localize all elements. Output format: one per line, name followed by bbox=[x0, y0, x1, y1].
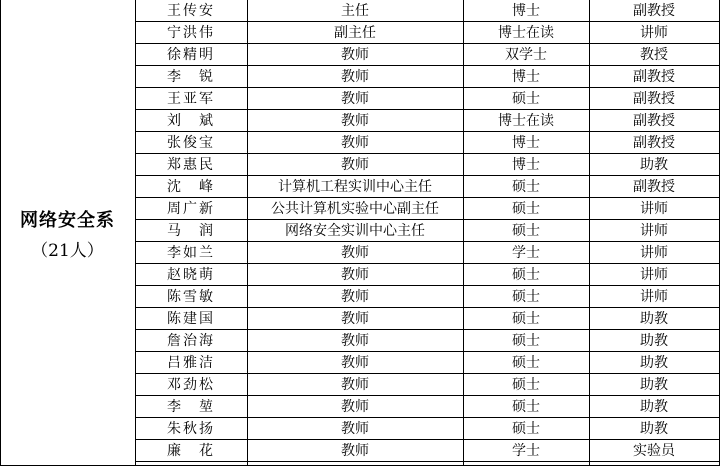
position-cell: 教师 bbox=[341, 91, 369, 107]
position-cell: 教师 bbox=[341, 245, 369, 261]
degree-cell: 学士 bbox=[512, 245, 540, 261]
position-cell: 教师 bbox=[341, 311, 369, 327]
title-cell: 助教 bbox=[640, 333, 668, 349]
staff-name-cell: 王亚军 bbox=[167, 91, 215, 107]
position-cell: 教师 bbox=[341, 377, 369, 393]
title-cell: 副教授 bbox=[633, 179, 675, 195]
table-row bbox=[0, 308, 720, 330]
table-row bbox=[0, 352, 720, 374]
table-row bbox=[0, 220, 720, 242]
table-row bbox=[0, 198, 720, 220]
row-divider bbox=[135, 65, 720, 66]
position-cell: 教师 bbox=[341, 399, 369, 415]
staff-name-cell: 朱秋扬 bbox=[167, 421, 215, 437]
degree-cell: 学士 bbox=[512, 443, 540, 459]
title-cell: 讲师 bbox=[640, 223, 668, 239]
row-divider bbox=[135, 285, 720, 286]
degree-cell: 硕士 bbox=[512, 355, 540, 371]
title-cell: 副教授 bbox=[633, 3, 675, 19]
position-cell: 教师 bbox=[341, 421, 369, 437]
staff-name-cell: 宁洪伟 bbox=[167, 25, 215, 41]
degree-cell: 博士在读 bbox=[498, 25, 554, 41]
title-cell: 副教授 bbox=[633, 69, 675, 85]
title-cell: 助教 bbox=[640, 399, 668, 415]
row-divider bbox=[135, 395, 720, 396]
degree-cell: 硕士 bbox=[512, 377, 540, 393]
row-divider bbox=[135, 439, 720, 440]
position-cell: 公共计算机实验中心副主任 bbox=[271, 201, 439, 217]
position-cell: 教师 bbox=[341, 267, 369, 283]
staff-name-cell: 徐精明 bbox=[167, 47, 215, 63]
title-cell: 助教 bbox=[640, 311, 668, 327]
table-row bbox=[0, 22, 720, 44]
position-cell: 教师 bbox=[341, 355, 369, 371]
row-divider bbox=[135, 219, 720, 220]
staff-name-cell: 马 润 bbox=[167, 223, 215, 239]
title-cell: 讲师 bbox=[640, 25, 668, 41]
table-row bbox=[0, 66, 720, 88]
degree-cell: 硕士 bbox=[512, 223, 540, 239]
position-cell: 教师 bbox=[341, 69, 369, 85]
title-cell: 讲师 bbox=[640, 289, 668, 305]
degree-cell: 博士 bbox=[512, 135, 540, 151]
table-row bbox=[0, 0, 720, 22]
table-row bbox=[0, 440, 720, 462]
position-cell: 副主任 bbox=[334, 25, 376, 41]
staff-name-cell: 詹治海 bbox=[167, 333, 215, 349]
department-name: 网络安全系 bbox=[20, 209, 115, 231]
position-cell: 教师 bbox=[341, 113, 369, 129]
staff-name-cell: 刘 斌 bbox=[167, 113, 215, 129]
degree-cell: 硕士 bbox=[512, 311, 540, 327]
staff-name-cell: 沈 峰 bbox=[167, 179, 215, 195]
column-divider bbox=[0, 0, 1, 466]
degree-cell: 硕士 bbox=[512, 267, 540, 283]
position-cell: 教师 bbox=[341, 157, 369, 173]
staff-name-cell: 李 堃 bbox=[167, 399, 215, 415]
row-divider bbox=[135, 351, 720, 352]
degree-cell: 硕士 bbox=[512, 333, 540, 349]
row-divider bbox=[135, 329, 720, 330]
row-divider bbox=[135, 263, 720, 264]
title-cell: 副教授 bbox=[633, 135, 675, 151]
table-row bbox=[0, 154, 720, 176]
degree-cell: 博士 bbox=[512, 69, 540, 85]
title-cell: 副教授 bbox=[633, 91, 675, 107]
row-divider bbox=[135, 417, 720, 418]
staff-name-cell: 廉 花 bbox=[167, 443, 215, 459]
position-cell: 网络安全实训中心主任 bbox=[285, 223, 425, 239]
degree-cell: 博士在读 bbox=[498, 113, 554, 129]
degree-cell: 硕士 bbox=[512, 421, 540, 437]
degree-cell: 硕士 bbox=[512, 91, 540, 107]
degree-cell: 双学士 bbox=[505, 47, 547, 63]
degree-cell: 硕士 bbox=[512, 179, 540, 195]
staff-name-cell: 张俊宝 bbox=[167, 135, 215, 151]
title-cell: 讲师 bbox=[640, 201, 668, 217]
table-row bbox=[0, 418, 720, 440]
degree-cell: 硕士 bbox=[512, 289, 540, 305]
row-divider bbox=[135, 373, 720, 374]
title-cell: 副教授 bbox=[633, 113, 675, 129]
row-divider bbox=[135, 109, 720, 110]
title-cell: 助教 bbox=[640, 377, 668, 393]
column-divider bbox=[247, 0, 248, 466]
title-cell: 助教 bbox=[640, 421, 668, 437]
department-count: （21人） bbox=[31, 240, 104, 261]
table-row bbox=[0, 44, 720, 66]
table-row bbox=[0, 286, 720, 308]
row-divider bbox=[135, 87, 720, 88]
staff-name-cell: 陈建国 bbox=[167, 311, 215, 327]
staff-name-cell: 郑惠民 bbox=[167, 157, 215, 173]
staff-name-cell: 邓劲松 bbox=[167, 377, 215, 393]
degree-cell: 硕士 bbox=[512, 399, 540, 415]
row-divider bbox=[135, 197, 720, 198]
degree-cell: 博士 bbox=[512, 3, 540, 19]
position-cell: 教师 bbox=[341, 135, 369, 151]
title-cell: 讲师 bbox=[640, 245, 668, 261]
position-cell: 教师 bbox=[341, 333, 369, 349]
staff-name-cell: 王传安 bbox=[167, 3, 215, 19]
position-cell: 教师 bbox=[341, 443, 369, 459]
position-cell: 主任 bbox=[341, 3, 369, 19]
title-cell: 实验员 bbox=[633, 443, 675, 459]
table-row bbox=[0, 132, 720, 154]
table-row bbox=[0, 374, 720, 396]
degree-cell: 硕士 bbox=[512, 201, 540, 217]
row-divider bbox=[135, 241, 720, 242]
staff-name-cell: 陈雪敏 bbox=[167, 289, 215, 305]
staff-name-cell: 赵晓萌 bbox=[167, 267, 215, 283]
row-divider bbox=[135, 307, 720, 308]
position-cell: 教师 bbox=[341, 289, 369, 305]
staff-name-cell: 李如兰 bbox=[167, 245, 215, 261]
table-row bbox=[0, 264, 720, 286]
row-divider bbox=[135, 131, 720, 132]
column-divider bbox=[589, 0, 590, 466]
table-row bbox=[0, 176, 720, 198]
title-cell: 助教 bbox=[640, 355, 668, 371]
position-cell: 教师 bbox=[341, 47, 369, 63]
title-cell: 助教 bbox=[640, 157, 668, 173]
table-row bbox=[0, 396, 720, 418]
row-divider bbox=[135, 153, 720, 154]
row-divider bbox=[135, 43, 720, 44]
table-row bbox=[0, 88, 720, 110]
row-divider bbox=[135, 21, 720, 22]
column-divider bbox=[135, 0, 136, 466]
title-cell: 讲师 bbox=[640, 267, 668, 283]
degree-cell: 博士 bbox=[512, 157, 540, 173]
row-divider bbox=[135, 461, 720, 462]
title-cell: 教授 bbox=[640, 47, 668, 63]
row-divider bbox=[135, 175, 720, 176]
column-divider bbox=[463, 0, 464, 466]
position-cell: 计算机工程实训中心主任 bbox=[278, 179, 432, 195]
table-row bbox=[0, 110, 720, 132]
table-row bbox=[0, 330, 720, 352]
staff-name-cell: 吕雅洁 bbox=[167, 355, 215, 371]
table-row bbox=[0, 242, 720, 264]
staff-name-cell: 周广新 bbox=[167, 201, 215, 217]
staff-name-cell: 李 锐 bbox=[167, 69, 215, 85]
